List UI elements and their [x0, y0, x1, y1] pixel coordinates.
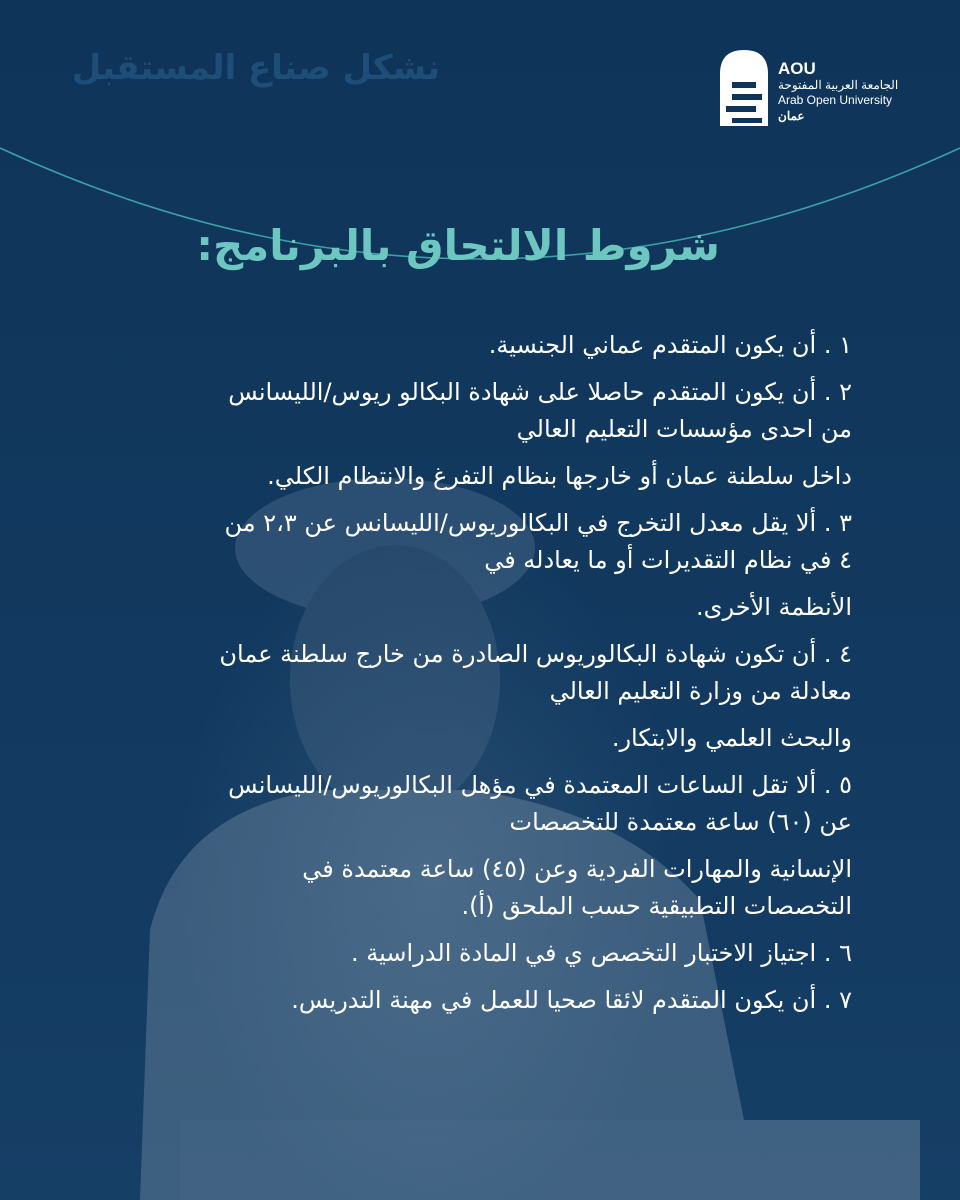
condition-line: ٧ . أن يكون المتقدم لائقا صحيا للعمل في مهنة التدريس. [291, 986, 852, 1014]
condition-line: داخل سلطنة عمان أو خارجها بنظام التفرغ والانتظام الكلي. [267, 462, 852, 490]
slogan: نشكل صناع المستقبل [71, 48, 440, 88]
condition-line: ٣ . ألا يقل معدل التخرج في البكالوريوس/الليسانس عن ٢،٣ من [224, 509, 852, 537]
admission-conditions-list [110, 327, 852, 1029]
condition-line: الإنسانية والمهارات الفردية وعن (٤٥) ساعة معتمدة في [302, 855, 852, 883]
aou-logo-icon [718, 48, 770, 128]
condition-line: معادلة من وزارة التعليم العالي [549, 677, 852, 705]
condition-line: عن (٦٠) ساعة معتمدة للتخصصات [509, 808, 852, 836]
condition-line: ٤ . أن تكون شهادة البكالوريوس الصادرة من خارج سلطنة عمان [219, 640, 852, 668]
condition-line: من احدى مؤسسات التعليم العالي [516, 415, 852, 443]
condition-line: والبحث العلمي والابتكار. [611, 724, 852, 752]
logo-step-3 [726, 106, 756, 112]
condition-line: ٤ في نظام التقديرات أو ما يعادله في [484, 546, 852, 574]
condition-line: ٥ . ألا تقل الساعات المعتمدة في مؤهل البكالوريوس/الليسانس [228, 771, 852, 799]
logo-step-4 [732, 118, 762, 123]
logo-name-arabic: الجامعة العربية المفتوحة [778, 78, 899, 92]
logo-name-english: Arab Open University [778, 93, 893, 107]
condition-line: الأنظمة الأخرى. [696, 593, 852, 621]
condition-line: ٦ . اجتياز الاختبار التخصص ي في المادة الدراسية . [351, 939, 852, 967]
condition-line: ١ . أن يكون المتقدم عماني الجنسية. [488, 331, 852, 359]
university-logo [718, 48, 908, 130]
logo-step-2 [732, 94, 762, 100]
logo-branch: عمان [778, 109, 805, 123]
page-title: شروط الالتحاق بالبرنامج: [196, 221, 720, 270]
logo-abbreviation: AOU [778, 59, 816, 78]
condition-line: ٢ . أن يكون المتقدم حاصلا على شهادة البكالو ريوس/الليسانس [228, 378, 852, 406]
logo-text [778, 60, 910, 124]
logo-step-1 [732, 82, 756, 88]
condition-line: التخصصات التطبيقية حسب الملحق (أ). [461, 892, 852, 920]
figure-desk [180, 1120, 920, 1200]
